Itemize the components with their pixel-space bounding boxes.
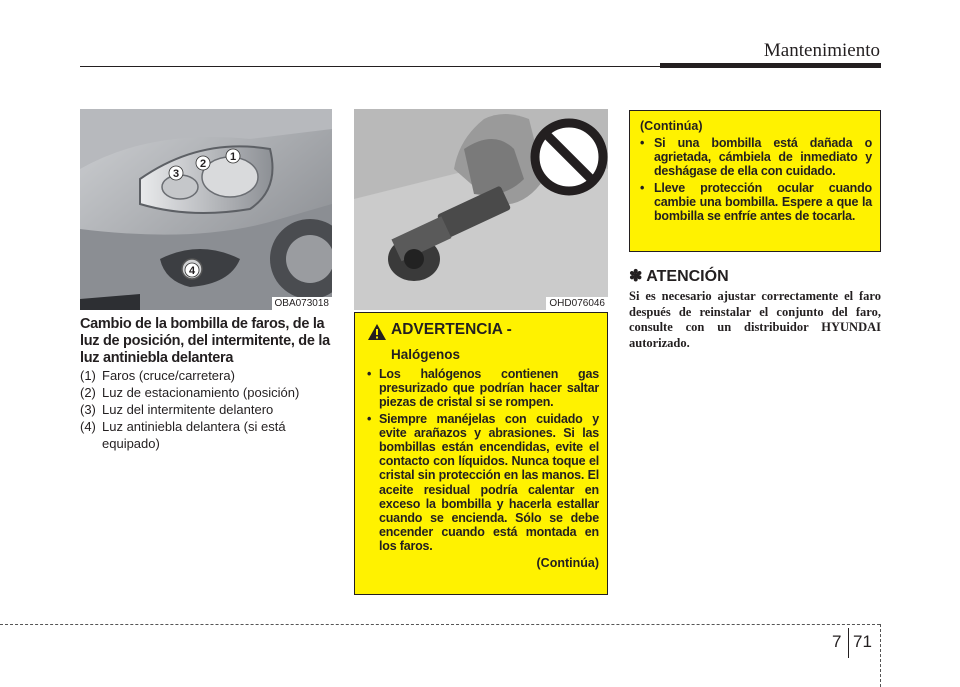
legend-num: (1)	[80, 368, 96, 383]
legend-text: Luz del intermitente delantero	[102, 402, 274, 417]
headlight-photo	[80, 109, 332, 310]
headlight-illustration	[80, 109, 332, 310]
chapter-number: 7	[832, 632, 842, 651]
warning-list	[640, 136, 872, 223]
page-number: 71	[853, 632, 872, 651]
header-rule-thick	[660, 63, 881, 68]
warning-item-text: Siempre manéjelas con cuidado y evite arañazos y abrasiones. Si las bombillas están encendidas, evite el contacto con líquidos. Nunca toque el cristal sin protección en las manos. El aceite residual podría calentar en exceso la bombilla y hacerla estallar cuando se encienda. Sólo se debe encender cuando está montada en los faros.	[379, 411, 599, 554]
photo-code: OHD076046	[546, 297, 608, 310]
parts-legend	[80, 367, 332, 452]
warning-item-text: Los halógenos contienen gas presurizado que podrían hacer saltar piezas de cristal si se rompen.	[379, 367, 599, 410]
photo-code: OBA073018	[272, 297, 333, 310]
callout-4-label: 4	[188, 265, 196, 277]
footer-vertical-dash	[880, 624, 881, 687]
warning-item: • Los halógenos contienen gas presurizado que podrían hacer saltar piezas de cristal si se rompen.	[367, 367, 599, 410]
header-rule	[80, 66, 660, 67]
warning-item-text: Si una bombilla está dañada o agrietada, cámbiela de inmediato y deshágase de ella con cuidado.	[654, 136, 872, 179]
attention-title: ✽ ATENCIÓN	[629, 268, 729, 285]
header-title: Mantenimiento	[763, 40, 880, 61]
warning-item: • Si una bombilla está dañada o agrietada, cámbiela de inmediato y deshágase de ella con cuidado.	[640, 136, 872, 179]
callout-2-label: 2	[199, 158, 207, 170]
footer-dashed-line	[0, 624, 880, 625]
page-separator	[848, 628, 849, 658]
legend-num: (3)	[80, 402, 96, 417]
legend-item	[80, 367, 332, 384]
legend-text: Luz antiniebla delantera (si está equipado)	[102, 419, 286, 451]
warning-box-continued	[629, 110, 881, 252]
warning-box	[354, 312, 608, 595]
legend-text: Luz de estacionamiento (posición)	[102, 385, 300, 400]
legend-item	[80, 384, 332, 401]
legend-item	[80, 401, 332, 418]
warning-list	[367, 367, 599, 554]
attention-body: Si es necesario ajustar correctamente el faro después de reinstalar el conjunto del faro, consulte con un distribuidor HYUNDAI autorizado.	[629, 289, 881, 350]
bulb-illustration	[354, 109, 608, 310]
warning-continued-label: (Continúa)	[640, 119, 703, 133]
legend-text: Faros (cruce/carretera)	[102, 368, 235, 383]
warning-subtitle: Halógenos	[391, 347, 461, 362]
bulb-photo	[354, 109, 608, 310]
warning-title: ADVERTENCIA -	[391, 321, 512, 338]
section-title: Cambio de la bombilla de faros, de la luz de posición, del intermitente, de la luz antiniebla delantera	[80, 316, 330, 366]
legend-item	[80, 418, 332, 452]
warning-item-text: Lleve protección ocular cuando cambie una bombilla. Espere a que la bombilla se enfríe antes de tocarla.	[654, 180, 872, 224]
warning-continues: (Continúa)	[536, 555, 599, 570]
callout-3-label: 3	[172, 168, 180, 180]
warning-item: • Siempre manéjelas con cuidado y evite arañazos y abrasiones. Si las bombillas están encendidas, evite el contacto con líquidos. Nunca toque el cristal sin protección en las manos. El aceite residual podría calentar en exceso la bombilla y hacerla estallar cuando se encienda. Sólo se debe encender cuando está montada en los faros.	[367, 411, 599, 554]
warning-item: • Lleve protección ocular cuando cambie una bombilla. Espere a que la bombilla se enfríe antes de tocarla.	[640, 180, 872, 224]
warning-icon	[367, 323, 391, 346]
callout-1-label: 1	[229, 151, 237, 163]
legend-num: (2)	[80, 385, 96, 400]
legend-num: (4)	[80, 419, 96, 434]
